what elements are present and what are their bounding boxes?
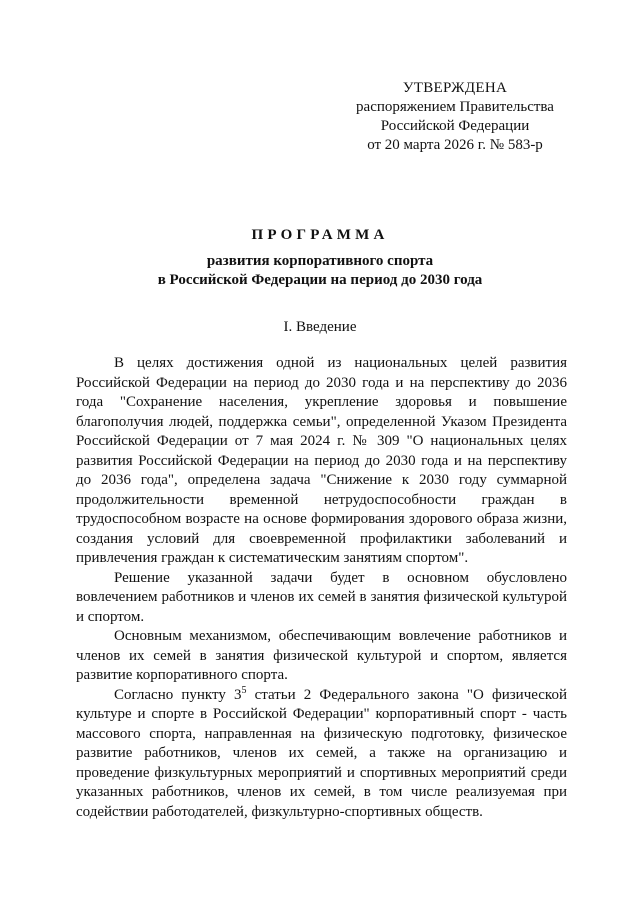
paragraph-1: В целях достижения одной из национальных целей развития Российской Федерации на период до 2030 года и на перспективу до 2036 года "Сохранение населения, укрепление здоровья и повышение благополучия людей, поддержка семьи", определенной Указом Президента Российской Федерации от 7 мая 2024 г. № 309 "О национальных целях развития Российской Федерации на период до 2030 года и на перспективу до 2036 года", определена задача "Снижение к 2030 году суммарной продолжительности временной нетрудоспособности граждан в трудоспособном возрасте на основе формирования здорового образа жизни, создания условий для своевременной профилактики заболеваний и привлечения граждан к систематическим занятиям спортом". bbox=[76, 355, 567, 566]
document-subtitle-line-1: развития корпоративного спорта bbox=[206, 253, 434, 269]
paragraph-3: Основным механизмом, обеспечивающим вовлечение работников и членов их семей в занятия физической культурой и спортом, является развитие корпоративного спорта. bbox=[76, 628, 567, 683]
approval-line-1: распоряжением Правительства bbox=[356, 99, 554, 115]
paragraph-4 bbox=[76, 686, 567, 823]
approval-block bbox=[330, 79, 580, 155]
paragraph-4-start: Согласно пункту 3 bbox=[114, 686, 242, 703]
approval-line-3: от 20 марта 2026 г. № 583-р bbox=[367, 137, 543, 153]
paragraph-4-rest: статьи 2 Федерального закона "О физической культуре и спорте в Российской Федерации" корпоративный спорт - часть массового спорта, направленная на физическую подготовку, физическое развитие работников, членов их семей, а также на организацию и проведение физкультурных мероприятий и спортивных мероприятий среди указанных работников, членов их семей, в том числе реализуемая при содействии работодателей, физкультурно-спортивных обществ. bbox=[76, 686, 567, 820]
body-text bbox=[76, 354, 567, 822]
document-heading: ПРОГРАММА bbox=[251, 227, 389, 243]
document-title-block bbox=[60, 226, 580, 290]
approval-stamp-word: УТВЕРЖДЕНА bbox=[402, 80, 508, 96]
approval-line-2: Российской Федерации bbox=[380, 118, 530, 134]
section-title: I. Введение bbox=[283, 319, 357, 335]
paragraph-4-superscript: 5 bbox=[241, 684, 247, 696]
document-subtitle-line-2: в Российской Федерации на период до 2030 года bbox=[157, 272, 483, 288]
paragraph-2: Решение указанной задачи будет в основном обусловлено вовлечением работников и членов их семей в занятия физической культурой и спортом. bbox=[76, 569, 567, 625]
